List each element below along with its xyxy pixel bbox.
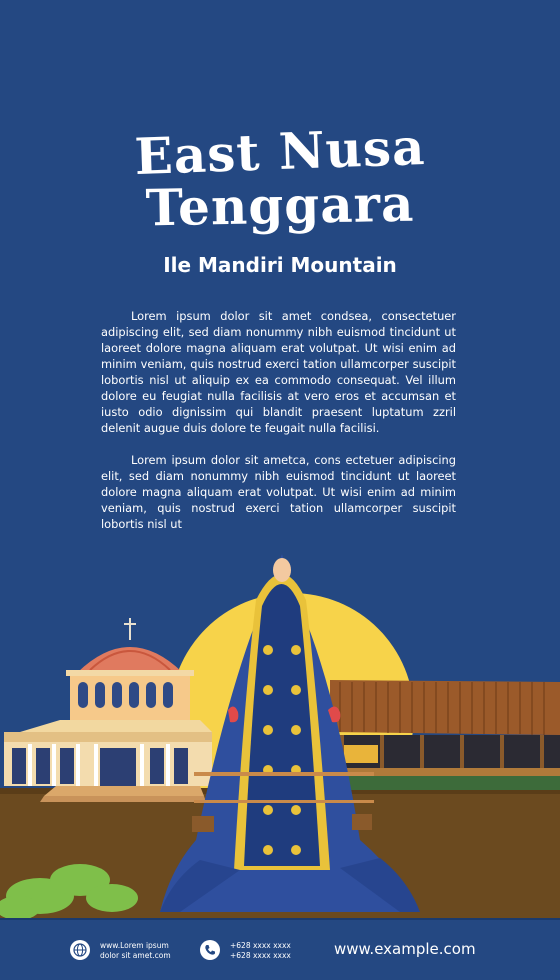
- footer-phone-text: [230, 941, 291, 961]
- illustration: [0, 540, 560, 920]
- church: [4, 618, 212, 802]
- phone-icon: [200, 940, 220, 960]
- footer-phone-line-2: +628 xxxx xxxx: [230, 951, 291, 960]
- paragraph-1: Lorem ipsum dolor sit amet condsea, consectetuer adipiscing elit, sed diam nonummy nibh euismod tincidunt ut laoreet dolore magna aliquam erat volutpat. Ut wisi enim ad minim veniam, quis nostrud exerci tation ullamcorper suscipit lobortis nisl ut aliquip ex ea commodo consequat. Vel illum dolore eu feugiat nulla facilisis at vero eros et accumsan et iusto odio dignissim qui blandit praesent luptatum zzril delenit augue duis dolore te feugait nulla facilisi.: [101, 309, 456, 435]
- footer-web-text: [100, 941, 171, 961]
- subtitle: Ile Mandiri Mountain: [163, 253, 397, 277]
- title-line-1: East Nusa: [133, 116, 427, 187]
- footer-web-line-1: www.Lorem ipsum: [100, 941, 169, 950]
- footer: [0, 918, 560, 980]
- footer-web-line-2: dolor sit amet.com: [100, 951, 171, 960]
- footer-website[interactable]: www.example.com: [334, 940, 476, 958]
- paragraph-2: Lorem ipsum dolor sit ametca, cons ectetuer adipiscing elit, sed diam nonummy nibh euismod tincidunt ut laoreet dolore magna aliquam erat volutpat. Ut wisi enim ad minim veniam, quis nostrud exerci tation ullamcorper suscipit lobortis nisl ut: [101, 453, 456, 531]
- footer-phone-line-1: +628 xxxx xxxx: [230, 941, 291, 950]
- title-line-2: Tenggara: [145, 173, 415, 238]
- globe-icon: [70, 940, 90, 960]
